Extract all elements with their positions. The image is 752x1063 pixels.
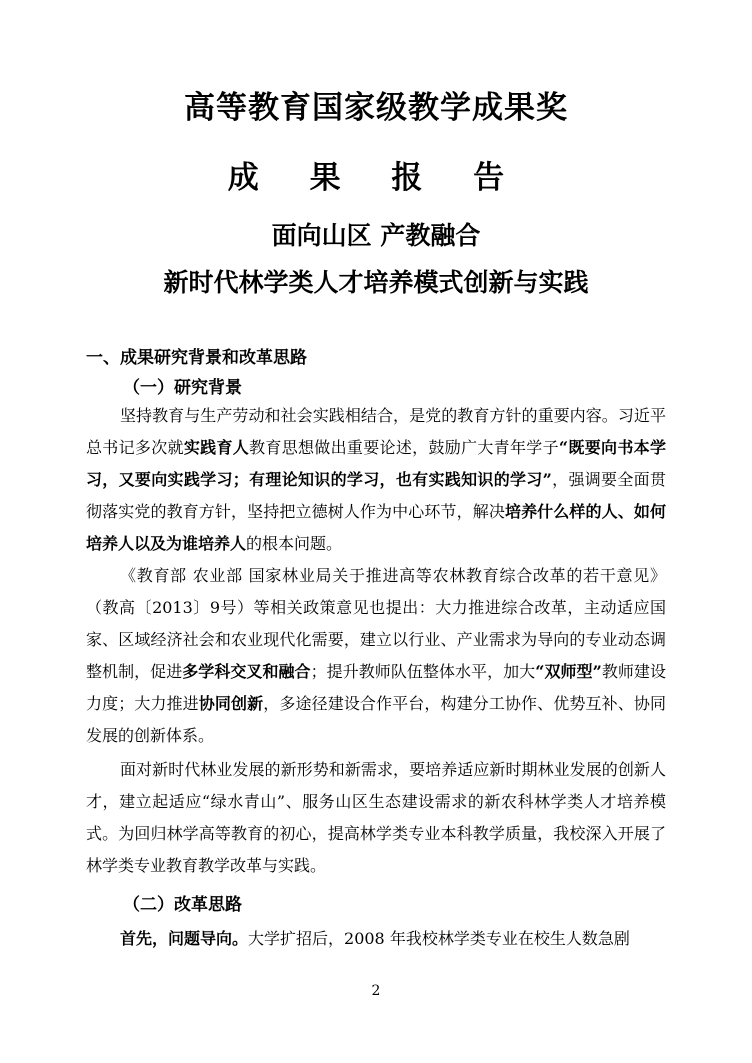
paragraph-education-policy xyxy=(86,400,666,560)
emphasis: 实践育人 xyxy=(183,438,250,457)
emphasis: 培养什么样的人、如何培养人以及为谁培养人 xyxy=(86,502,666,553)
text: 大学扩招后，2008 年我校林学类专业在校生人数急剧 xyxy=(248,929,630,948)
text: 《教育部 农业部 国家林业局关于推进高等农林教育综合改革的若干意见》（教高〔2013〕9号）等相关政策意见也提出：大力推进综合改革，主动适应国家、区域经济社会和农业现代化需要，建立以行业、产业需求为导向的专业动态调整机制，促进 xyxy=(86,566,666,681)
paragraph-ministry-opinion xyxy=(86,560,666,752)
subsection-heading-research-background: （一）研究背景 xyxy=(123,378,242,398)
paragraph-problem-oriented xyxy=(86,923,666,955)
text: 教师建设力度；大力推进 xyxy=(86,662,666,713)
text: ，强调要全面贯彻落实党的教育方针，坚持把立德树人作为中心环节，解决 xyxy=(86,470,666,521)
emphasis: 多学科交叉和融合 xyxy=(182,662,311,681)
document-title: 高等教育国家级教学成果奖 xyxy=(184,90,568,126)
emphasis: “既要向书本学习，又要向实践学习；有理论知识的学习，也有实践知识的学习” xyxy=(86,438,666,489)
subtitle-line-2: 新时代林学类人才培养模式创新与实践 xyxy=(163,268,589,297)
paragraph-new-era-forestry xyxy=(86,754,666,882)
subtitle-line-1: 面向山区 产教融合 xyxy=(271,221,481,250)
text: ，多途径建设合作平台，构建分工协作、优势互补、协同发展的创新体系。 xyxy=(86,694,666,745)
text: 面对新时代林业发展的新形势和新需求，要培养适应新时期林业发展的创新人才，建立起适应“绿水青山”、服务山区生态建设需求的新农科林学类人才培养模式。为回归林学高等教育的初心，提高林学类专业本科教学质量，我校深入开展了林学类专业教育教学改革与实践。 xyxy=(86,760,666,875)
subsection-heading-reform-approach: （二）改革思路 xyxy=(123,895,242,915)
text: 坚持教育与生产劳动和社会实践相结合，是党的教育方针的重要内容。习近平总书记多次就 xyxy=(86,406,666,457)
text: 的根本问题。 xyxy=(246,534,343,553)
page-number: 2 xyxy=(371,983,381,999)
section-heading-background-and-reform: 一、成果研究背景和改革思路 xyxy=(86,348,307,368)
text: ；提升教师队伍整体水平，加大 xyxy=(310,662,536,681)
emphasis: 协同创新 xyxy=(198,694,264,713)
emphasis: “双师型” xyxy=(535,662,602,681)
report-title: 成 果 报 告 xyxy=(227,160,525,196)
text: 教育思想做出重要论述，鼓励广大青年学子 xyxy=(249,438,559,457)
emphasis: 首先，问题导向。 xyxy=(120,929,249,948)
